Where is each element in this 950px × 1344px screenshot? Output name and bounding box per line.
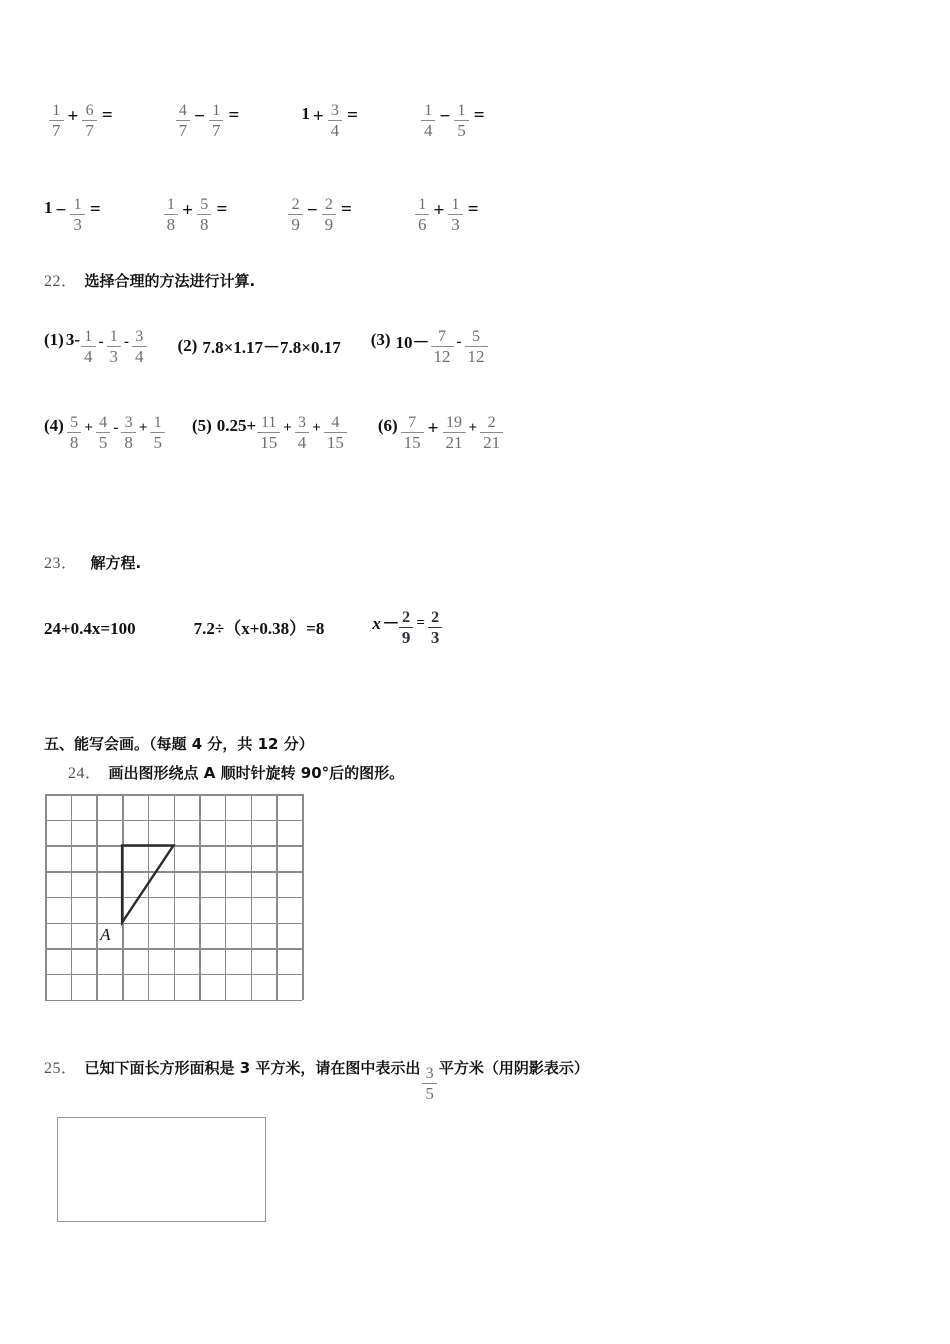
- fraction-numerator: 4: [178, 102, 187, 119]
- question-prompt: 画出图形绕点 A 顺时针旋转 90°后的图形。: [108, 764, 405, 782]
- fraction-denominator: 4: [421, 120, 436, 139]
- operator: -: [98, 333, 104, 350]
- operator: +: [312, 105, 324, 127]
- question-25-header: [44, 1055, 589, 1103]
- integer-operand: 1: [301, 104, 310, 123]
- oral-calc-item-1: [48, 96, 113, 140]
- oral-calc-row-1: [48, 96, 485, 140]
- fraction-numerator: 1: [457, 102, 466, 119]
- fraction-numerator: 2: [431, 609, 440, 626]
- oral-calc-item-2: [175, 96, 240, 140]
- operator: +: [84, 419, 93, 436]
- grid-line-vertical: [302, 794, 304, 1000]
- fraction: [431, 329, 454, 365]
- fraction-denominator: 7: [176, 120, 191, 139]
- fraction-denominator: 12: [431, 346, 454, 365]
- fraction-numerator: 1: [451, 196, 460, 213]
- equals-sign: =: [341, 199, 352, 220]
- fraction: [150, 415, 165, 451]
- item-label: (6): [377, 416, 398, 435]
- fraction: [82, 103, 97, 139]
- operator: -: [113, 419, 119, 436]
- fraction-denominator: 21: [443, 432, 466, 451]
- fraction-numerator: 2: [291, 196, 300, 213]
- oral-calc-item-5: [44, 190, 101, 234]
- grid-line-horizontal: [45, 1000, 302, 1002]
- operator: +: [138, 419, 148, 436]
- fraction: [401, 415, 424, 451]
- fraction: [454, 103, 469, 139]
- fraction-numerator: 1: [153, 414, 162, 431]
- fraction: [209, 103, 224, 139]
- fraction-denominator: 3: [448, 214, 463, 233]
- operator: +: [468, 419, 478, 436]
- fraction-numerator: 19: [446, 414, 462, 431]
- fraction-numerator: 4: [99, 414, 108, 431]
- fraction: [399, 610, 414, 646]
- equals-sign: =: [101, 105, 113, 126]
- fraction-denominator: 7: [209, 120, 224, 139]
- q22-item-1: [44, 322, 148, 366]
- fraction-denominator: 3: [70, 214, 85, 233]
- fraction: [428, 610, 443, 646]
- fraction: [81, 329, 96, 365]
- fraction-numerator: 1: [418, 196, 427, 213]
- fraction: [67, 415, 82, 451]
- fraction-denominator: 15: [401, 432, 424, 451]
- q22-item-2: [178, 333, 341, 358]
- q22-item-3: [370, 322, 489, 366]
- fraction-numerator: 5: [200, 196, 209, 213]
- fraction-numerator: 3: [135, 328, 144, 345]
- question-23-equations: [44, 603, 443, 647]
- fraction-numerator: 3: [330, 102, 339, 119]
- fraction-numerator: 6: [85, 102, 94, 119]
- fraction-numerator: 4: [331, 414, 340, 431]
- fraction-denominator: 8: [197, 214, 212, 233]
- area-rectangle-figure[interactable]: [57, 1117, 266, 1222]
- fraction-denominator: 8: [121, 432, 136, 451]
- triangle-shape: [45, 794, 302, 1000]
- equation-3: [372, 603, 443, 647]
- question-24-header: [68, 760, 404, 783]
- fraction-numerator: 11: [261, 414, 277, 431]
- equals-sign: =: [467, 199, 479, 220]
- fraction-denominator: 5: [454, 120, 469, 139]
- fraction-denominator: 5: [96, 432, 111, 451]
- fraction-denominator: 4: [132, 346, 147, 365]
- fraction: [164, 197, 179, 233]
- question-22-header: [44, 268, 255, 291]
- fraction: [415, 197, 430, 233]
- oral-calc-row-2: [44, 190, 479, 234]
- equals-sign: =: [473, 105, 485, 126]
- fraction-numerator: 7: [438, 328, 447, 345]
- question-prompt: 选择合理的方法进行计算.: [84, 272, 256, 290]
- point-a-label: A: [100, 924, 111, 944]
- operator: −: [306, 199, 318, 221]
- fraction: [288, 197, 303, 233]
- fraction-denominator: 15: [324, 432, 347, 451]
- equals-sign: =: [347, 105, 358, 126]
- fraction-numerator: 3: [298, 414, 307, 431]
- fraction: [49, 103, 64, 139]
- fraction: [295, 415, 310, 451]
- item-lead: 10－: [395, 332, 430, 352]
- fraction: [421, 103, 436, 139]
- fraction: [197, 197, 212, 233]
- item-label: (3): [370, 330, 391, 349]
- fraction-numerator: 2: [487, 414, 496, 431]
- fraction: [107, 329, 122, 365]
- fraction-numerator: 5: [472, 328, 481, 345]
- operator: −: [439, 105, 451, 127]
- equation-lead: x－: [372, 613, 398, 633]
- fraction-numerator: 1: [166, 196, 175, 213]
- fraction: [422, 1066, 437, 1102]
- fraction-denominator: 3: [107, 346, 122, 365]
- item-lead: 7.8×1.17－7.8×0.17: [202, 338, 341, 357]
- equals-sign: =: [89, 199, 101, 220]
- fraction-numerator: 1: [109, 328, 118, 345]
- fraction: [121, 415, 136, 451]
- fraction-denominator: 9: [288, 214, 303, 233]
- operator: −: [194, 105, 205, 127]
- fraction: [465, 329, 488, 365]
- operator: -: [124, 333, 129, 350]
- item-label: (1): [44, 330, 64, 349]
- operator: +: [312, 419, 321, 436]
- fraction: [70, 197, 85, 233]
- equals-sign: =: [416, 614, 425, 631]
- fraction: [176, 103, 191, 139]
- fraction-denominator: 4: [295, 432, 310, 451]
- fraction-denominator: 15: [257, 432, 280, 451]
- question-number: 24．: [68, 765, 102, 782]
- fraction-numerator: 5: [70, 414, 79, 431]
- section-5-heading: 五、能写会画。（每题 4 分，共 12 分）: [44, 735, 314, 753]
- fraction: [132, 329, 147, 365]
- question-22-row-2: [44, 408, 504, 452]
- fraction-denominator: 8: [164, 214, 179, 233]
- operator: +: [433, 199, 445, 221]
- fraction: [328, 103, 343, 139]
- question-prompt-before: 已知下面长方形面积是 3 平方米，请在图中表示出: [84, 1059, 421, 1077]
- fraction-denominator: 6: [415, 214, 430, 233]
- question-number: 25．: [44, 1060, 78, 1077]
- item-lead: 3-: [65, 330, 80, 349]
- fraction-denominator: 7: [82, 120, 97, 139]
- operator: +: [283, 419, 292, 436]
- fraction-numerator: 2: [402, 609, 411, 626]
- q22-item-6: [377, 408, 504, 452]
- q22-item-5: [191, 408, 348, 452]
- question-number: 23．: [44, 555, 78, 572]
- item-lead: 0.25+: [216, 416, 257, 435]
- fraction: [443, 415, 466, 451]
- equals-sign: =: [228, 105, 240, 126]
- fraction-denominator: 21: [480, 432, 503, 451]
- operator: -: [456, 333, 462, 350]
- fraction: [257, 415, 280, 451]
- question-prompt: 解方程.: [90, 554, 142, 572]
- fraction-numerator: 2: [324, 196, 333, 213]
- question-23-header: [44, 550, 141, 573]
- question-22-row-1: [44, 322, 489, 366]
- question-prompt-after: 平方米（用阴影表示）: [438, 1059, 589, 1077]
- fraction-numerator: 7: [408, 414, 417, 431]
- fraction-denominator: 8: [67, 432, 82, 451]
- oral-calc-item-7: [287, 190, 352, 234]
- fraction-denominator: 12: [465, 346, 488, 365]
- fraction-denominator: 7: [49, 120, 64, 139]
- fraction-numerator: 1: [84, 328, 93, 345]
- fraction-denominator: 4: [81, 346, 96, 365]
- operator: +: [182, 199, 193, 221]
- oral-calc-item-4: [420, 96, 485, 140]
- equation-2: 7.2÷（x+0.38）=8: [193, 619, 325, 638]
- item-label: (5): [191, 416, 212, 435]
- fraction-denominator: 9: [399, 627, 414, 646]
- fraction: [322, 197, 337, 233]
- operator: +: [427, 417, 439, 439]
- fraction: [324, 415, 347, 451]
- operator: −: [55, 199, 67, 221]
- fraction-numerator: 3: [425, 1065, 434, 1082]
- fraction-numerator: 1: [424, 102, 433, 119]
- item-label: (4): [44, 416, 64, 435]
- q22-item-4: [44, 408, 166, 452]
- fraction-numerator: 1: [52, 102, 61, 119]
- operator: +: [67, 105, 79, 127]
- equals-sign: =: [216, 199, 228, 220]
- fraction: [96, 415, 111, 451]
- fraction-denominator: 5: [422, 1083, 437, 1102]
- rotation-grid-figure[interactable]: [45, 794, 302, 1000]
- fraction-numerator: 1: [212, 102, 221, 119]
- item-label: (2): [177, 335, 198, 355]
- oral-calc-item-6: [163, 190, 228, 234]
- question-number: 22．: [44, 273, 78, 290]
- equation-1: 24+0.4x=100: [44, 619, 136, 638]
- fraction: [480, 415, 503, 451]
- oral-calc-item-8: [414, 190, 479, 234]
- fraction-denominator: 4: [328, 120, 343, 139]
- fraction-denominator: 5: [150, 432, 165, 451]
- fraction-denominator: 3: [428, 627, 443, 646]
- fraction-numerator: 1: [73, 196, 82, 213]
- integer-operand: 1: [44, 198, 53, 217]
- fraction-denominator: 9: [322, 214, 337, 233]
- fraction: [448, 197, 463, 233]
- fraction-numerator: 3: [124, 414, 133, 431]
- oral-calc-item-3: [301, 96, 358, 140]
